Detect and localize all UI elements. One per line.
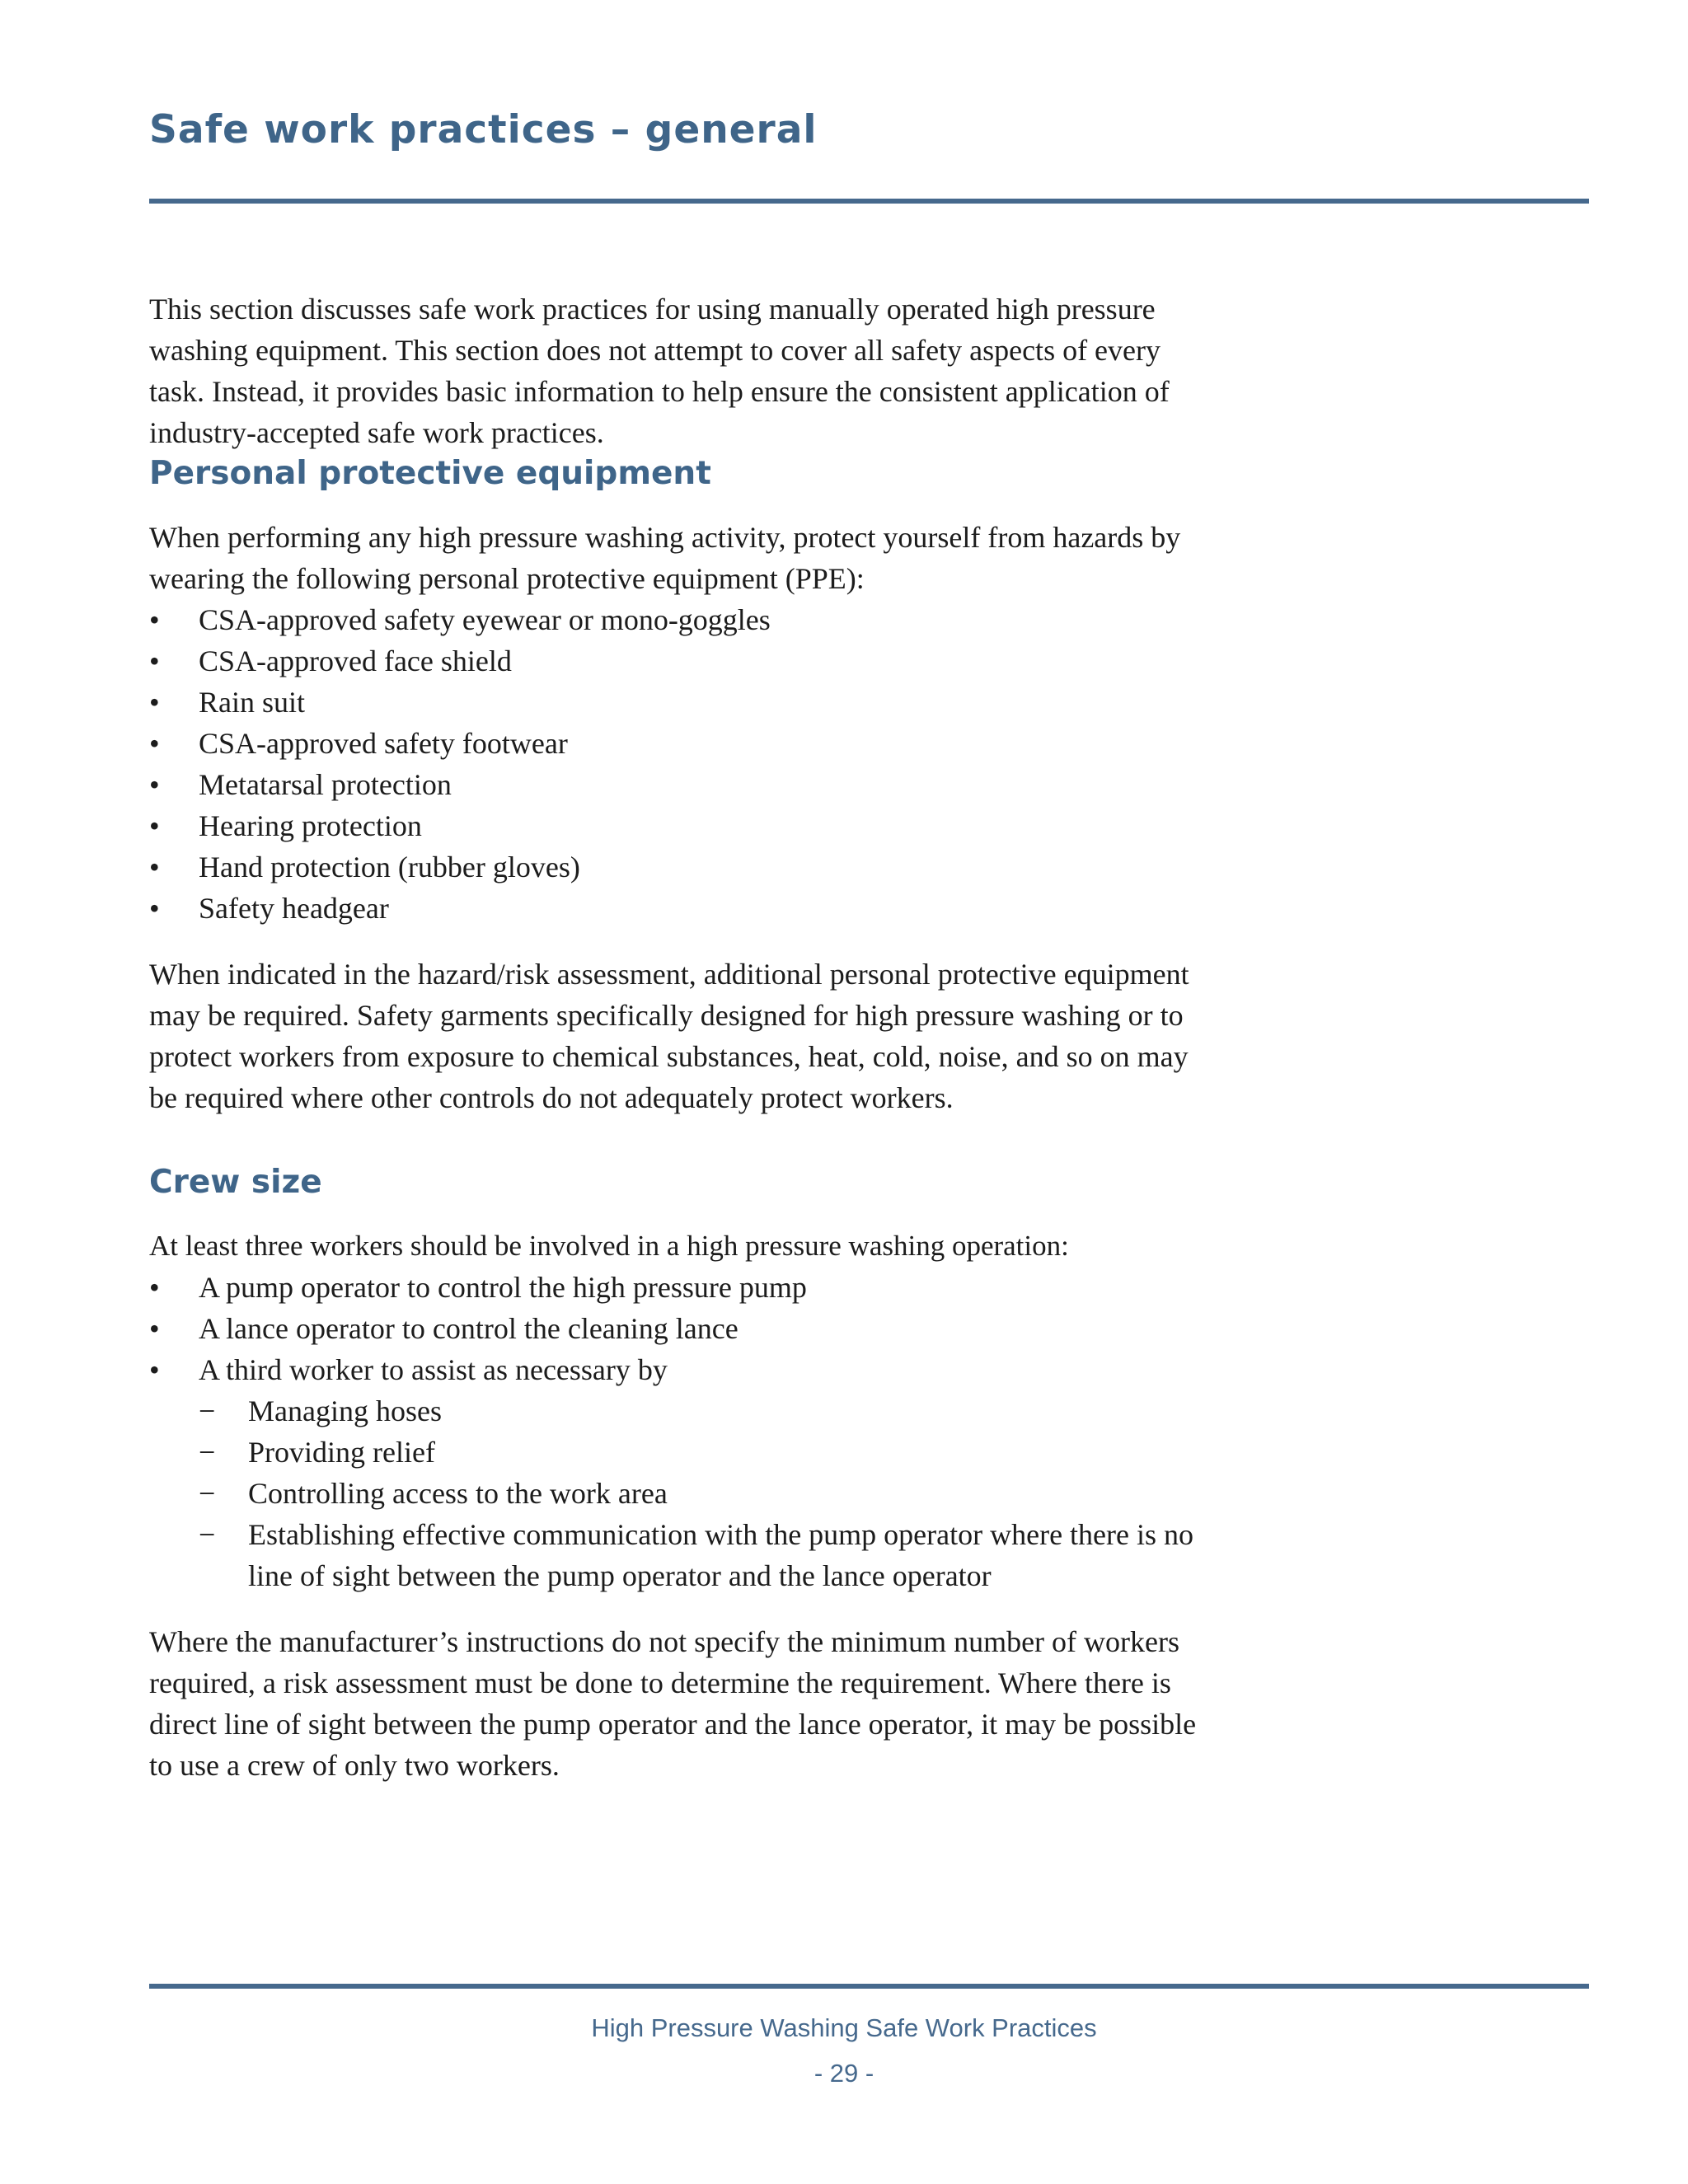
crew-list	[149, 1267, 1221, 1596]
list-item-text: A lance operator to control the cleaning lance	[199, 1312, 738, 1345]
list-item-text: CSA-approved safety eyewear or mono-goggles	[199, 603, 771, 636]
bullet-icon: •	[149, 603, 160, 636]
list-item-text: A pump operator to control the high pressure pump	[199, 1271, 807, 1304]
ppe-additional-paragraph: When indicated in the hazard/risk assessment, additional personal protective equipment may be required. Safety garments specifically designed for high pressure washing or to protect workers from exposure to chemical substances, heat, cold, noise, and so on may be required where other controls do not adequately protect workers.	[149, 958, 1189, 1114]
list-item	[149, 805, 1221, 846]
bullet-icon: •	[149, 686, 160, 719]
section-heading-ppe: Personal protective equipment	[149, 455, 711, 492]
sublist-item-text: Establishing effective communication with the pump operator where there is no line of sight between the pump operator and the lance operator	[248, 1518, 1194, 1592]
page-content	[149, 288, 1221, 1786]
intro-paragraph: This section discusses safe work practices for using manually operated high pressure washing equipment. This section does not attempt to cover all safety aspects of every task. Instead, it provides basic information to help ensure the consistent application of industry-accepted safe work practices.	[149, 293, 1170, 449]
list-item	[149, 764, 1221, 805]
list-item-text: Hand protection (rubber gloves)	[199, 851, 580, 883]
sublist-item	[149, 1514, 1221, 1596]
bullet-icon: •	[149, 1271, 160, 1304]
list-item	[149, 723, 1221, 764]
dash-icon: −	[199, 1477, 216, 1510]
list-item-text: Hearing protection	[199, 809, 422, 842]
ppe-lead-paragraph: When performing any high pressure washing activity, protect yourself from hazards by wearing the following personal protective equipment (PPE):	[149, 521, 1181, 595]
dash-icon: −	[199, 1394, 216, 1427]
list-item	[149, 640, 1221, 682]
footer-document-title: High Pressure Washing Safe Work Practices	[591, 2013, 1097, 2042]
list-item-text: Metatarsal protection	[199, 768, 452, 801]
list-item-text: Safety headgear	[199, 892, 389, 925]
list-item	[149, 599, 1221, 640]
list-item	[149, 846, 1221, 888]
page-title: Safe work practices – general	[149, 107, 818, 152]
bullet-icon: •	[149, 892, 160, 925]
header-rule	[149, 199, 1589, 204]
list-item	[149, 888, 1221, 929]
list-item-text: A third worker to assist as necessary by	[199, 1353, 668, 1386]
bullet-icon: •	[149, 1312, 160, 1345]
list-item-text: Rain suit	[199, 686, 306, 719]
list-item	[149, 1308, 1221, 1349]
list-item	[149, 682, 1221, 723]
crew-sublist	[199, 1390, 1221, 1596]
dash-icon: −	[199, 1518, 216, 1551]
sublist-item	[149, 1432, 1221, 1473]
crew-lead-paragraph: At least three workers should be involved in a high pressure washing operation:	[149, 1230, 1069, 1262]
footer-rule	[149, 1984, 1589, 1989]
bullet-icon: •	[149, 809, 160, 842]
sublist-item-text: Managing hoses	[248, 1394, 442, 1427]
crew-closing-paragraph: Where the manufacturer’s instructions do not specify the minimum number of workers required, a risk assessment must be done to determine the requirement. Where there is direct line of sight between the pump operator and the lance operator, it may be possible to use a crew of only two workers.	[149, 1625, 1197, 1782]
sublist-item	[149, 1390, 1221, 1432]
bullet-icon: •	[149, 768, 160, 801]
sublist-item-text: Providing relief	[248, 1436, 435, 1469]
bullet-icon: •	[149, 1353, 160, 1386]
page-number: - 29 -	[814, 2059, 874, 2088]
list-item	[149, 1267, 1221, 1308]
bullet-icon: •	[149, 851, 160, 883]
sublist-item-text: Controlling access to the work area	[248, 1477, 668, 1510]
bullet-icon: •	[149, 727, 160, 760]
list-item-text: CSA-approved face shield	[199, 644, 512, 677]
dash-icon: −	[199, 1436, 216, 1469]
list-item	[149, 1349, 1221, 1596]
section-heading-crew-size: Crew size	[149, 1164, 322, 1201]
ppe-list	[149, 599, 1221, 929]
list-item-text: CSA-approved safety footwear	[199, 727, 568, 760]
sublist-item	[149, 1473, 1221, 1514]
bullet-icon: •	[149, 644, 160, 677]
